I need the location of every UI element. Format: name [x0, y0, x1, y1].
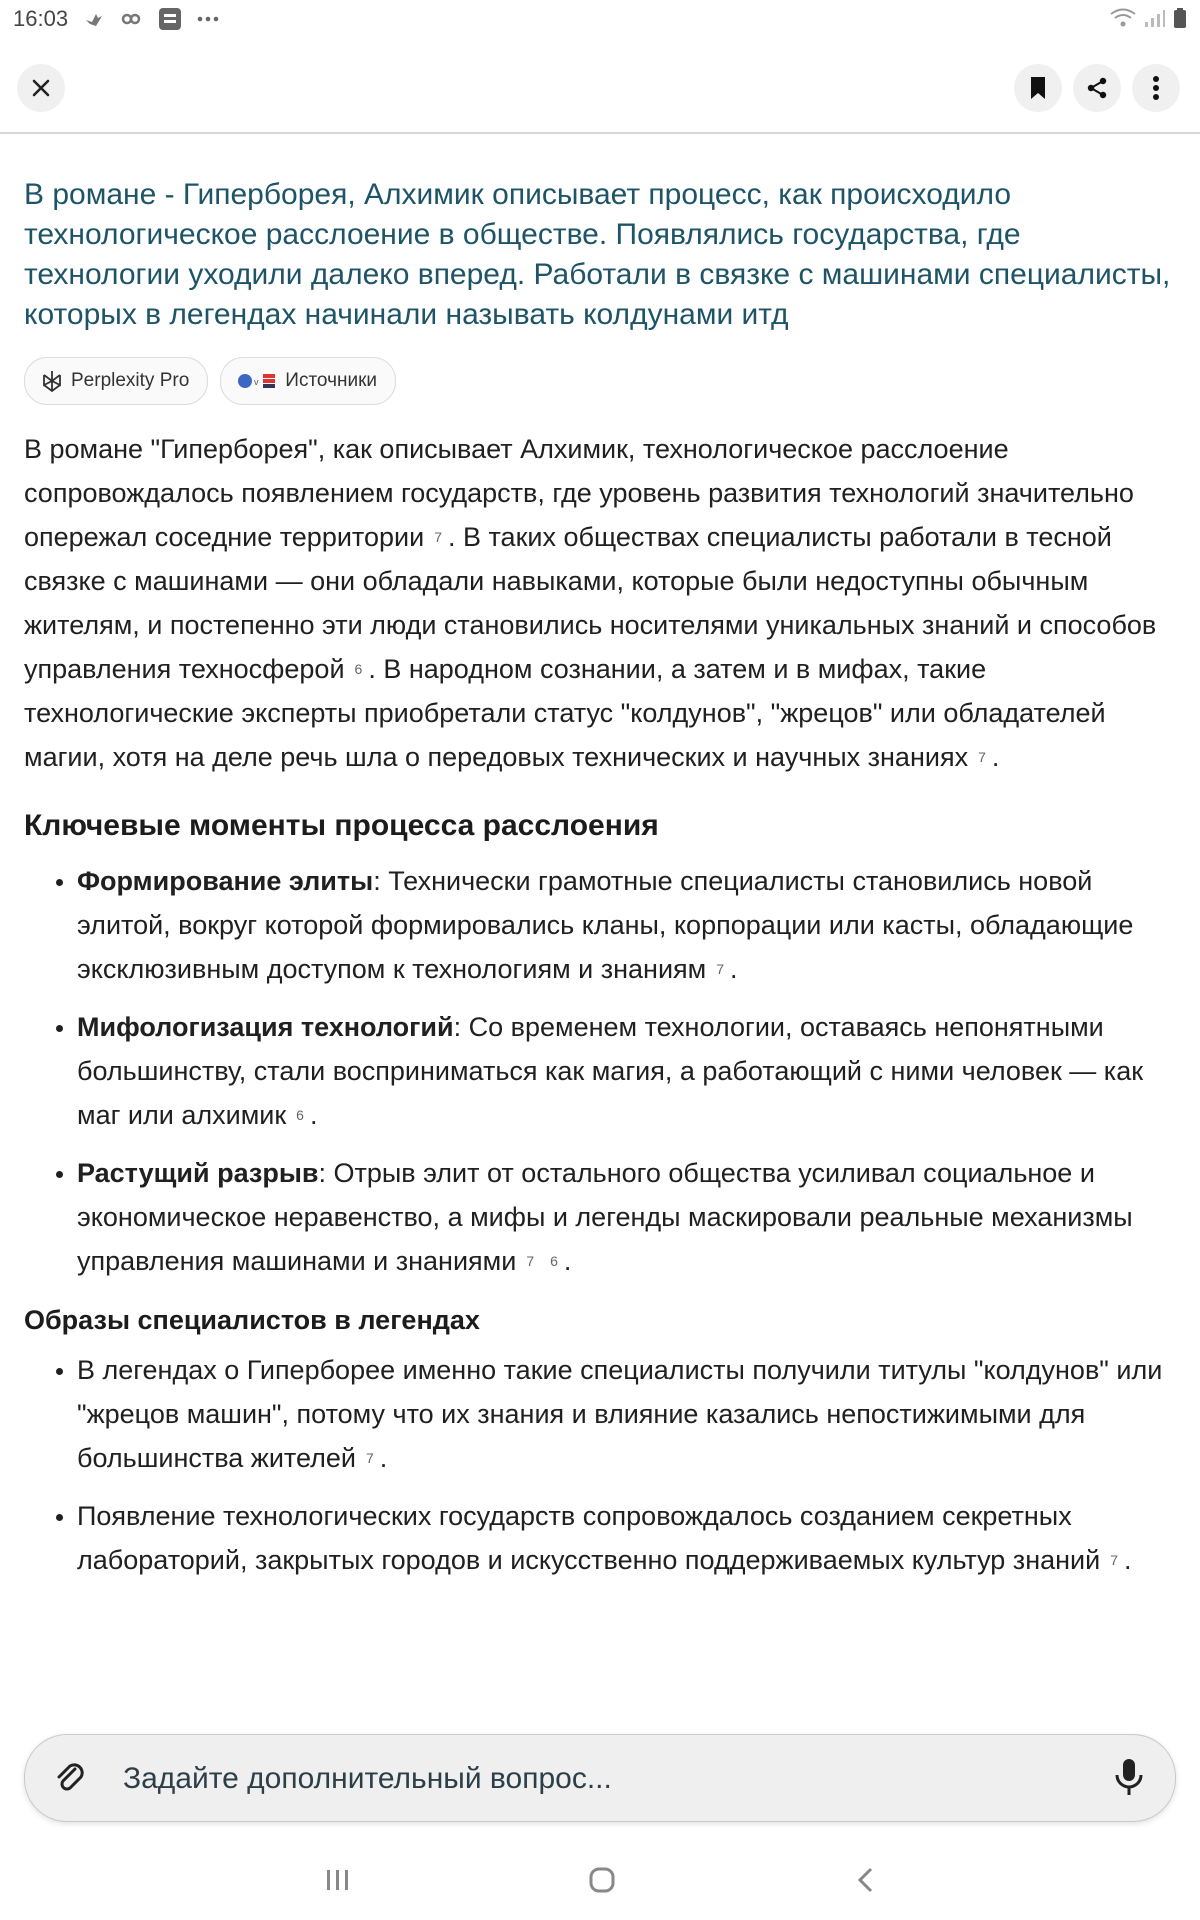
- item-text: : Со временем технологии, оставаясь непонятными большинству, стали восприниматься как магия, а работающий с ними человек — как маг или алхимик: [77, 1012, 1144, 1130]
- follow-up-bar: [24, 1734, 1176, 1822]
- home-button[interactable]: [582, 1860, 622, 1900]
- share-icon: [1085, 76, 1109, 100]
- list-item: [77, 1005, 1176, 1137]
- more-options-button[interactable]: [1132, 64, 1180, 112]
- svg-text:v: v: [254, 377, 259, 387]
- list-item: [77, 859, 1176, 991]
- system-navigation-bar: [0, 1840, 1200, 1920]
- answer-chips: [24, 357, 1176, 405]
- close-icon: [31, 78, 51, 98]
- citation[interactable]: 6: [296, 1107, 304, 1123]
- answer-paragraph: [24, 427, 1176, 779]
- system-icons: [1110, 8, 1186, 28]
- status-bar: [0, 0, 1200, 40]
- item-text: .: [309, 1100, 318, 1130]
- bird-icon: [82, 8, 106, 30]
- microphone-icon[interactable]: [1111, 1757, 1147, 1797]
- attach-icon[interactable]: [51, 1759, 89, 1797]
- key-points-list: [24, 859, 1176, 1283]
- item-text: : Отрыв элит от остального общества усиливал социальное и экономическое неравенство, а мифы и легенды маскировали реальные механизмы управления машинами и знаниями: [77, 1158, 1133, 1276]
- list-item: [77, 1348, 1176, 1480]
- citation[interactable]: 7: [434, 529, 442, 545]
- answer-text: . В таких обществах специалисты работали в тесной связке с машинами — они обладали навыками, которые были недоступны обычным жителям, и постепенно эти люди становились носителями уникальных знаний и способов управления техносферой: [24, 522, 1157, 684]
- sources-chip[interactable]: [220, 357, 396, 405]
- citation[interactable]: 7: [716, 961, 725, 977]
- item-text: .: [1124, 1545, 1132, 1575]
- bookmark-icon: [1029, 76, 1047, 100]
- citation[interactable]: 7: [1110, 1552, 1118, 1568]
- back-button[interactable]: [846, 1860, 886, 1900]
- citation[interactable]: 6: [550, 1253, 558, 1269]
- citation[interactable]: 7: [978, 749, 986, 765]
- list-item: [77, 1494, 1176, 1582]
- key-icon: [120, 8, 144, 30]
- status-time: 16:03: [13, 6, 69, 31]
- back-icon: [854, 1866, 878, 1894]
- citation[interactable]: 6: [354, 661, 363, 677]
- sources-label: Источники: [285, 370, 378, 391]
- top-app-bar: [0, 40, 1200, 134]
- close-button[interactable]: [17, 64, 65, 112]
- section-heading: Ключевые моменты процесса расслоения: [24, 809, 659, 842]
- thread-content: [24, 175, 1176, 1596]
- citation[interactable]: 7: [526, 1253, 535, 1269]
- source-favicons-icon: [237, 371, 277, 391]
- notification-icons: [82, 8, 220, 30]
- recent-apps-icon: [324, 1868, 352, 1892]
- answer-text: .: [991, 742, 1000, 772]
- legends-list: [24, 1348, 1176, 1582]
- app-icon: [158, 8, 182, 30]
- item-text: .: [379, 1443, 388, 1473]
- item-title: Растущий разрыв: [77, 1158, 319, 1188]
- answer-text: . В народном сознании, а затем и в мифах, такие технологические эксперты приобретали статус "колдунов", "жрецов" или обладателей магии, хотя на деле речь шла о передовых технических и научных знаниях: [24, 654, 1106, 772]
- recent-apps-button[interactable]: [318, 1860, 358, 1900]
- follow-up-input[interactable]: [121, 1753, 1085, 1805]
- item-title: Формирование элиты: [77, 866, 374, 896]
- home-icon: [588, 1866, 616, 1894]
- bookmark-button[interactable]: [1014, 64, 1062, 112]
- answer-text: В романе "Гиперборея", как описывает Алхимик, технологическое расслоение сопровождалось появлением государств, где уровень развития технологий значительно опережал соседние территории: [24, 434, 1134, 552]
- share-button[interactable]: [1073, 64, 1121, 112]
- item-text: В легендах о Гиперборее именно такие специалисты получили титулы "колдунов" или "жрецов машин", потому что их знания и влияние казались непостижимыми для большинства жителей: [77, 1355, 1163, 1473]
- citation[interactable]: 7: [365, 1450, 374, 1466]
- perplexity-pro-label: Perplexity Pro: [71, 370, 190, 391]
- item-title: Мифологизация технологий: [77, 1012, 454, 1042]
- list-item: [77, 1151, 1176, 1283]
- more-notifications-icon: [196, 8, 220, 30]
- section-heading: Образы специалистов в легендах: [24, 1305, 480, 1335]
- wifi-icon: [1110, 8, 1136, 28]
- item-text: .: [730, 954, 738, 984]
- item-text: : Технически грамотные специалисты становились новой элитой, вокруг которой формировались кланы, корпорации или касты, обладающие эксклюзивным доступом к технологиям и знаниям: [77, 866, 1134, 984]
- item-text: Появление технологических государств сопровождалось созданием секретных лабораторий, закрытых городов и искусственно поддерживаемых культур знаний: [77, 1501, 1101, 1575]
- battery-icon: [1174, 8, 1186, 28]
- perplexity-logo-icon: [41, 370, 63, 392]
- item-text: .: [563, 1246, 572, 1276]
- perplexity-pro-chip[interactable]: [24, 357, 208, 405]
- signal-icon: [1144, 8, 1166, 28]
- more-vertical-icon: [1152, 75, 1160, 101]
- user-question: В романе - Гиперборея, Алхимик описывает процесс, как происходило технологическое расслоение в обществе. Появлялись государства, где технологии уходили далеко вперед. Работали в связке с машинами специалисты, которых в легендах начинали называть колдунами итд: [24, 178, 1171, 331]
